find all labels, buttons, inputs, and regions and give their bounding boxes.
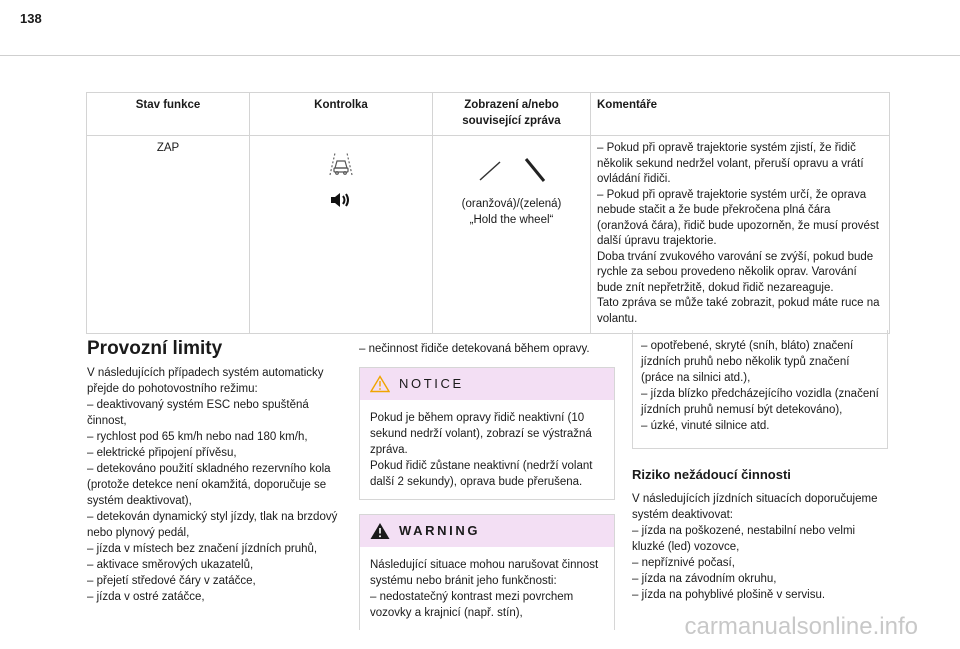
notice-label: NOTICE	[399, 376, 464, 391]
comment-line: Doba trvání zvukového varování se zvýší, pokud bude rychle za sebou provedeno několik oprav. Varování bude znít nepřetržitě, dokud řidič nezareaguje.	[597, 250, 874, 294]
section-title-risk: Riziko nežádoucí činnosti	[632, 467, 791, 482]
column-operating-limits	[87, 338, 342, 605]
list-item: – detekován dynamický styl jízdy, tlak na brzdový nebo plynový pedál,	[87, 511, 338, 539]
list-item: – rychlost pod 65 km/h nebo nad 180 km/h,	[87, 431, 308, 443]
warning-triangle-icon	[370, 522, 390, 540]
lane-keeping-car-icon	[326, 151, 356, 177]
function-status-table	[86, 92, 890, 334]
warning-body	[360, 547, 614, 630]
header-indicator: Kontrolka	[250, 93, 433, 136]
continued-warning-box	[632, 330, 888, 438]
header-state: Stav funkce	[87, 93, 250, 136]
list-item: – jízda na pohyblivé plošině v servisu.	[632, 589, 826, 601]
list-item: – úzké, vinuté silnice atd.	[641, 420, 770, 432]
list-item: – aktivace směrových ukazatelů,	[87, 559, 254, 571]
list-item: – jízda na poškozené, nestabilní nebo velmi kluzké (led) vozovce,	[632, 525, 856, 553]
green-line-icon	[520, 155, 548, 183]
header-display-text: Zobrazení a/nebo související zpráva	[462, 99, 561, 127]
list-item: – jízda v místech bez značení jízdních pruhů,	[87, 543, 318, 555]
list-item: – jízda v ostré zatáčce,	[87, 591, 205, 603]
notice-box	[359, 367, 615, 500]
comment-line: – Pokud při opravě trajektorie systém určí, že oprava nebude stačit a že bude překročena plná čára (oranžová čára), řidič bude upozorněn, že musí provést další úpravu trajektorie.	[597, 188, 879, 247]
notice-header	[360, 368, 614, 400]
orange-line-icon	[476, 155, 504, 183]
paragraph: V následujících jízdních situacích doporučujeme systém deaktivovat:	[632, 493, 878, 521]
warning-box	[359, 514, 615, 630]
display-caption-message: „Hold the wheel“	[469, 213, 554, 226]
list-item: – opotřebené, skryté (sníh, bláto) značení jízdních pruhů nebo několik typů značení (práce na silnici atd.),	[641, 340, 854, 384]
paragraph: V následujících případech systém automaticky přejde do pohotovostního režimu:	[87, 367, 324, 395]
list-item: – deaktivovaný systém ESC nebo spuštěná činnost,	[87, 399, 309, 427]
column-notices	[359, 341, 615, 630]
watermark: carmanualsonline.info	[684, 613, 918, 640]
notice-text: Pokud je během opravy řidič neaktivní (10 sekund nedrží volant), zobrazí se výstražná zpráva.	[370, 412, 592, 456]
list-item: – přejetí středové čáry v zatáčce,	[87, 575, 256, 587]
table-header-row	[87, 93, 890, 136]
section-title-operating-limits: Provozní limity	[87, 338, 223, 359]
page-number: 138	[20, 11, 42, 26]
warning-text: – nedostatečný kontrast mezi povrchem vozovky a krajnicí (např. stín),	[370, 591, 574, 619]
table-row	[87, 136, 890, 334]
list-item: – jízda blízko předcházejícího vozidla (značení jízdních pruhů nemusí být detekováno),	[641, 388, 879, 416]
list-item: – nepříznivé počasí,	[632, 557, 735, 569]
cell-comments	[591, 136, 890, 334]
cell-state: ZAP	[87, 136, 250, 334]
warning-text: Následující situace mohou narušovat činnost systému nebo bránit jeho funkčnosti:	[370, 559, 599, 587]
list-item: – detekováno použití skladného rezervního kola (protože detekce není okamžitá, doporučuje se systém deaktivovat),	[87, 463, 331, 507]
warning-header	[360, 515, 614, 547]
list-item: – elektrické připojení přívěsu,	[87, 447, 237, 459]
continued-box-bottom	[632, 438, 888, 449]
warning-label: WARNING	[399, 523, 481, 538]
cell-indicator	[250, 136, 433, 334]
cell-display	[433, 136, 591, 334]
speaker-icon	[329, 191, 353, 209]
column-risk	[632, 330, 888, 603]
notice-text: Pokud řidič zůstane neaktivní (nedrží volant další 2 sekundy), oprava bude přerušena.	[370, 460, 593, 488]
header-divider	[0, 55, 960, 56]
warning-triangle-outline-icon	[370, 375, 390, 393]
header-display	[433, 93, 591, 136]
display-caption-color: (oranžová)/(zelená)	[461, 198, 562, 210]
comment-line: Tato zpráva se může také zobrazit, pokud máte ruce na volantu.	[597, 297, 880, 325]
comment-line: – Pokud při opravě trajektorie systém zjistí, že řidič několik sekund nedržel volant, přeruší opravu a vrátí ovládání řidiči.	[597, 142, 864, 185]
list-item: – jízda na závodním okruhu,	[632, 573, 777, 585]
header-comments: Komentáře	[591, 93, 890, 136]
notice-body	[360, 400, 614, 499]
list-item: – nečinnost řidiče detekovaná během opravy.	[359, 343, 590, 355]
